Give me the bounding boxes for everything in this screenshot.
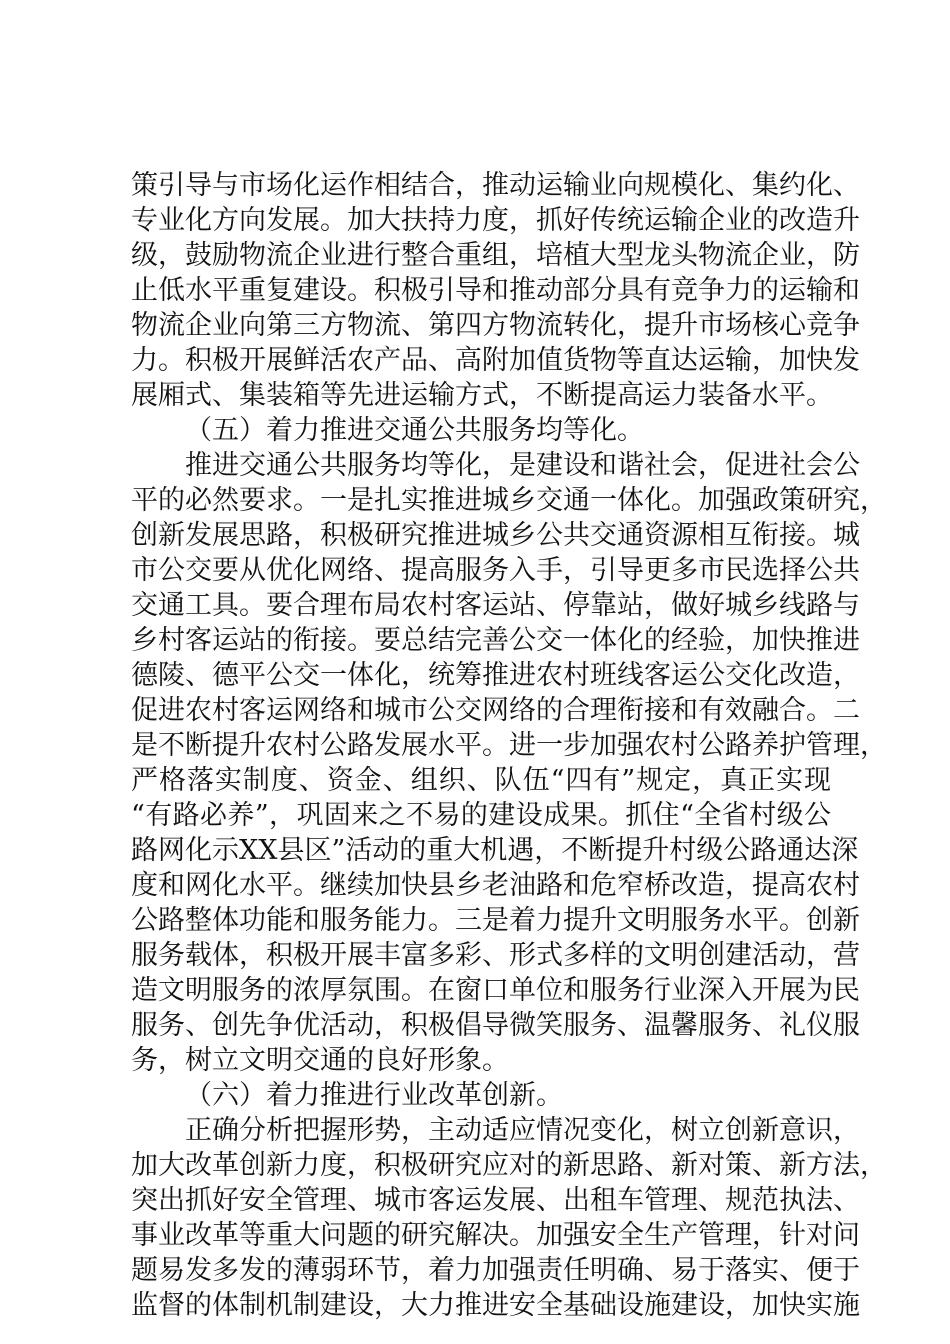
body-line: 德陵、德平公交一体化，统筹推进农村班线客运公交化改造，: [131, 660, 860, 691]
body-line: 市公交要从优化网络、提高服务入手，引导更多市民选择公共: [131, 555, 860, 586]
body-line: 级，鼓励物流企业进行整合重组，培植大型龙头物流企业，防: [131, 240, 860, 271]
section-heading: （六）着力推进行业改革创新。: [185, 1080, 563, 1111]
body-line: 专业化方向发展。加大扶持力度，抓好传统运输企业的改造升: [131, 205, 860, 236]
body-line: 策引导与市场化运作相结合，推动运输业向规模化、集约化、: [131, 170, 860, 201]
body-line: 是不断提升农村公路发展水平。进一步加强农村公路养护管理，: [131, 730, 887, 761]
body-line: 服务、创先争优活动，积极倡导微笑服务、温馨服务、礼仪服: [131, 1010, 860, 1041]
body-line: 严格落实制度、资金、组织、队伍“四有”规定，真正实现: [131, 765, 831, 796]
body-line: 止低水平重复建设。积极引导和推动部分具有竞争力的运输和: [131, 275, 860, 306]
paragraph-first-line: 推进交通公共服务均等化，是建设和谐社会，促进社会公: [185, 450, 860, 481]
body-line: 力。积极开展鲜活农产品、高附加值货物等直达运输，加快发: [131, 345, 860, 376]
body-line: 服务载体，积极开展丰富多彩、形式多样的文明创建活动，营: [131, 940, 860, 971]
body-line: 务，树立文明交通的良好形象。: [131, 1045, 509, 1076]
body-line: 物流企业向第三方物流、第四方物流转化，提升市场核心竞争: [131, 310, 860, 341]
body-line: 乡村客运站的衔接。要总结完善公交一体化的经验，加快推进: [131, 625, 860, 656]
section-heading: （五）着力推进交通公共服务均等化。: [185, 415, 644, 446]
body-line: 展厢式、集装箱等先进运输方式，不断提高运力装备水平。: [131, 380, 833, 411]
body-line: 监督的体制机制建设，大力推进安全基础设施建设，加快实施: [131, 1290, 860, 1321]
body-line: 路网化示XX县区”活动的重大机遇，不断提升村级公路通达深: [131, 835, 859, 866]
body-line: 突出抓好安全管理、城市客运发展、出租车管理、规范执法、: [131, 1185, 860, 1216]
body-line: 促进农村客运网络和城市公交网络的合理衔接和有效融合。二: [131, 695, 860, 726]
body-line: 公路整体功能和服务能力。三是着力提升文明服务水平。创新: [131, 905, 860, 936]
body-line: 造文明服务的浓厚氛围。在窗口单位和服务行业深入开展为民: [131, 975, 860, 1006]
body-line: 交通工具。要合理布局农村客运站、停靠站，做好城乡线路与: [131, 590, 860, 621]
body-line: 平的必然要求。一是扎实推进城乡交通一体化。加强政策研究，: [131, 485, 887, 516]
body-line: 题易发多发的薄弱环节，着力加强责任明确、易于落实、便于: [131, 1255, 860, 1286]
paragraph-first-line: 正确分析把握形势，主动适应情况变化，树立创新意识，: [185, 1115, 860, 1146]
body-line: “有路必养”，巩固来之不易的建设成果。抓住“全省村级公: [131, 800, 831, 831]
body-line: 度和网化水平。继续加快县乡老油路和危窄桥改造，提高农村: [131, 870, 860, 901]
body-line: 加大改革创新力度，积极研究应对的新思路、新对策、新方法，: [131, 1150, 887, 1181]
body-line: 创新发展思路，积极研究推进城乡公共交通资源相互衔接。城: [131, 520, 860, 551]
body-line: 事业改革等重大问题的研究解决。加强安全生产管理，针对问: [131, 1220, 860, 1251]
